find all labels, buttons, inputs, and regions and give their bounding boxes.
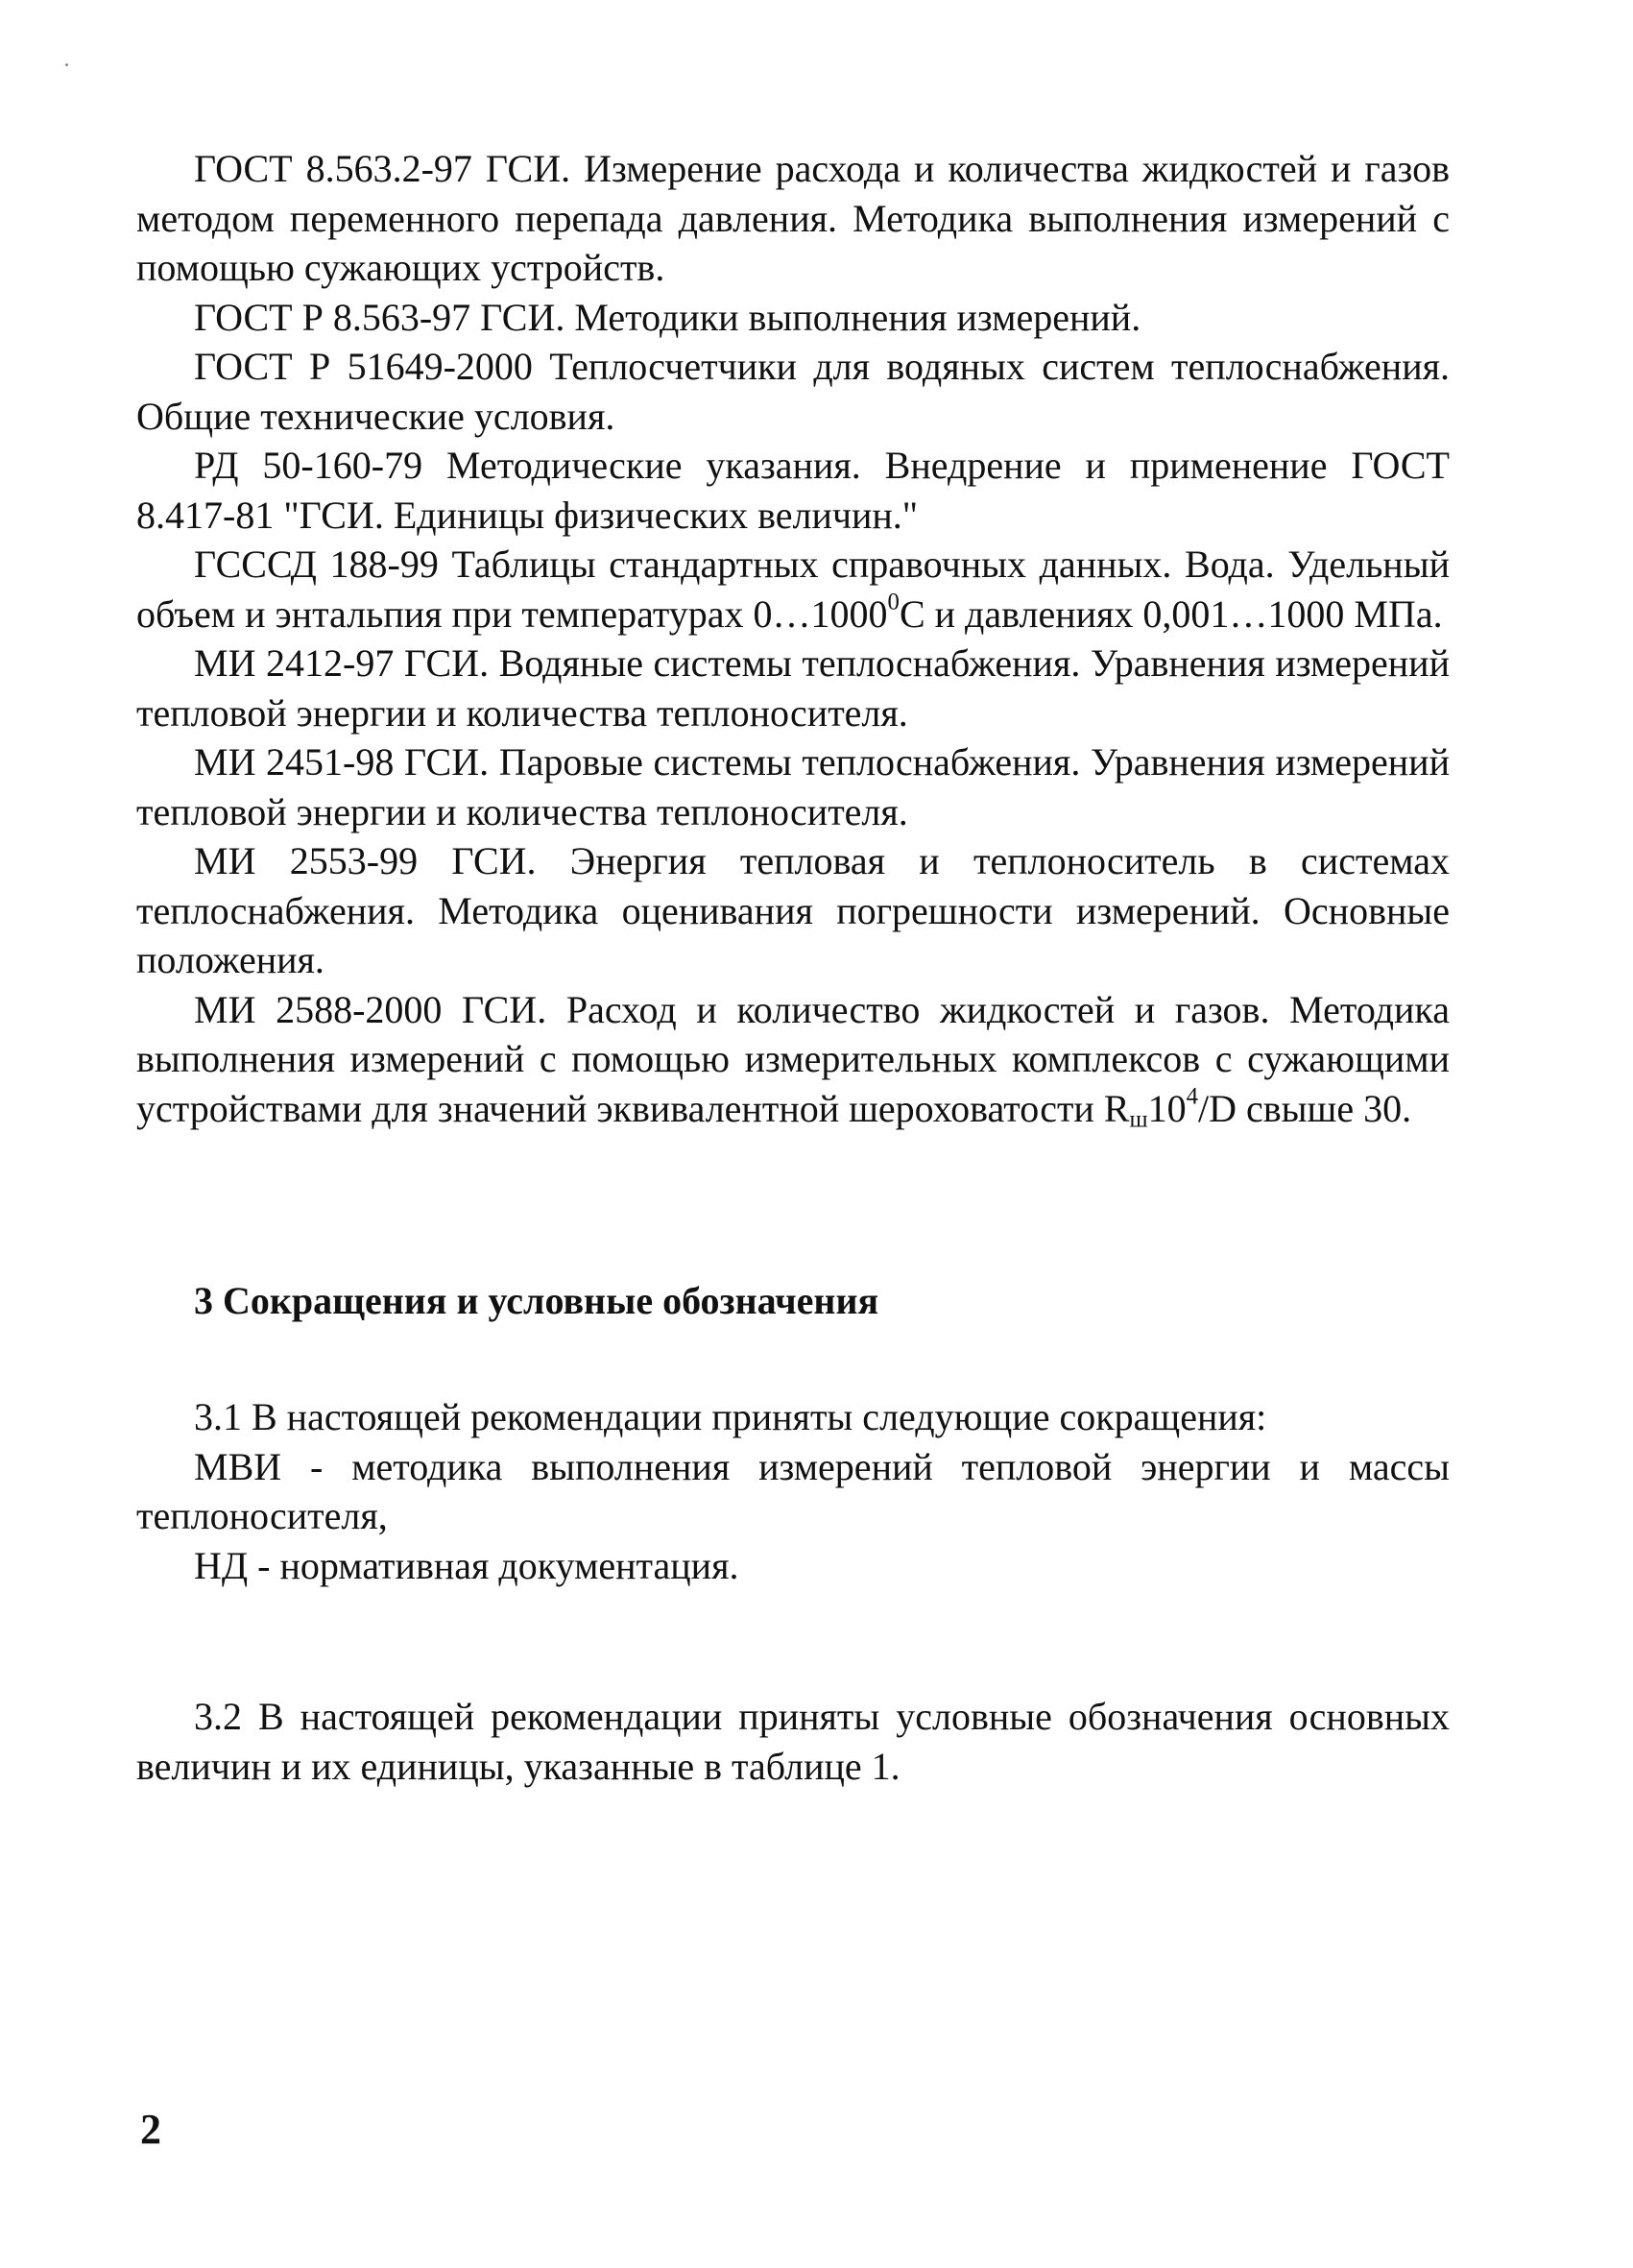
reference-text: С и давлениях 0,001…1000 МПа. (899, 591, 1443, 636)
reference-text: МИ 2588-2000 ГСИ. Расход и количество жидкостей и газов. Методика выполнения измерений с помощью измерительных комплексов с сужающими устройствами для значений эквивалентной шероховатости R (136, 987, 1450, 1130)
reference-item (136, 985, 1450, 1134)
degree-superscript: 0 (887, 588, 900, 615)
reference-item (136, 540, 1450, 639)
abbreviation-mvi: МВИ - методика выполнения измерений тепловой энергии и массы теплоносителя, (136, 1444, 1450, 1537)
reference-item: МИ 2553-99 ГСИ. Энергия тепловая и теплоноситель в системах теплоснабжения. Методика оценивания погрешности измерений. Основные положения. (136, 839, 1450, 981)
reference-item: МИ 2412-97 ГСИ. Водяные системы теплоснабжения. Уравнения измерений тепловой энергии и количества теплоносителя. (136, 641, 1450, 735)
reference-item: ГОСТ Р 8.563-97 ГСИ. Методики выполнения измерений. (194, 295, 1141, 339)
section-heading: 3 Сокращения и условные обозначения (194, 1279, 879, 1322)
scan-speck (65, 63, 68, 66)
reference-text: /D свыше 30. (1198, 1086, 1412, 1130)
reference-item: РД 50-160-79 Методические указания. Внедрение и применение ГОСТ 8.417-81 "ГСИ. Единицы физических величин." (136, 444, 1450, 537)
reference-item: МИ 2451-98 ГСИ. Паровые системы теплоснабжения. Уравнения измерений тепловой энергии и количества теплоносителя. (136, 740, 1450, 833)
reference-text: ГСССД 188-99 Таблицы стандартных справочных данных. Вода. Удельный объем и энтальпия при температурах 0…1000 (136, 543, 1450, 636)
exponent-superscript: 4 (1186, 1082, 1199, 1109)
roughness-subscript: ш (1129, 1105, 1148, 1132)
section-3-2 (136, 1692, 1450, 1791)
reference-text: 10 (1147, 1086, 1187, 1130)
page-number: 2 (140, 2106, 161, 2153)
references-list (136, 144, 1450, 1133)
paragraph-3-1: 3.1 В настоящей рекомендации приняты следующие сокращения: (194, 1395, 1267, 1438)
reference-item: ГОСТ Р 51649-2000 Теплосчетчики для водяных систем теплоснабжения. Общие технические условия. (136, 345, 1450, 438)
abbreviation-nd: НД - нормативная документация. (194, 1543, 739, 1587)
paragraph-3-2: 3.2 В настоящей рекомендации приняты условные обозначения основных величин и их единицы, указанные в таблице 1. (136, 1695, 1450, 1788)
reference-item: ГОСТ 8.563.2-97 ГСИ. Измерение расхода и количества жидкостей и газов методом переменного перепада давления. Методика выполнения измерений с помощью сужающих устройств. (136, 147, 1450, 289)
section-3-1 (136, 1392, 1450, 1590)
